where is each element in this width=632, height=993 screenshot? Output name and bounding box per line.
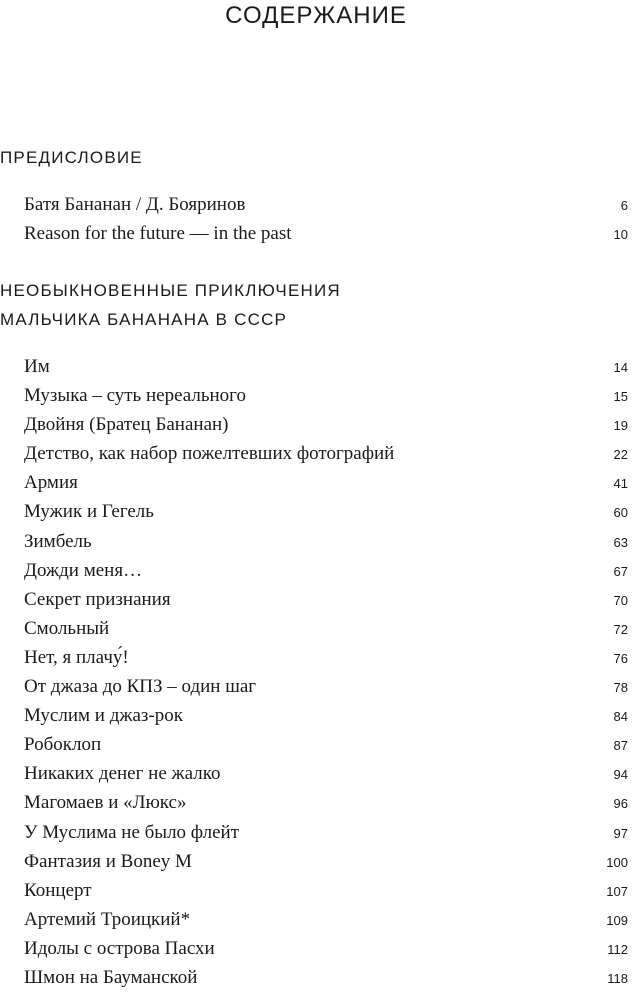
toc-entry-page: 78 <box>613 680 628 696</box>
toc-entry-title: Секрет признания <box>24 588 171 610</box>
toc-entry-page: 112 <box>607 941 628 957</box>
toc-entry-page: 63 <box>613 534 628 550</box>
toc-entry-title: Армия <box>24 472 78 494</box>
toc-entry-page: 70 <box>613 592 628 608</box>
toc-entry-title: Дожди меня… <box>24 559 143 581</box>
toc-entry[interactable] <box>24 190 628 219</box>
toc-list-adventures <box>24 352 628 992</box>
page-title: СОДЕРЖАНИЕ <box>225 2 407 29</box>
toc-entry-title: Муслим и джаз-рок <box>24 705 183 727</box>
toc-entry-page: 19 <box>613 418 628 434</box>
toc-entry[interactable] <box>24 905 628 934</box>
toc-entry-page: 72 <box>613 621 628 637</box>
toc-entry-page: 76 <box>613 650 628 666</box>
toc-entry[interactable] <box>24 219 628 248</box>
section-heading-line: НЕОБЫКНОВЕННЫЕ ПРИКЛЮЧЕНИЯ <box>0 281 341 300</box>
toc-entry-title: Фантазия и Boney M <box>24 850 192 872</box>
toc-entry-title: Двойня (Братец Бананан) <box>24 414 229 436</box>
toc-entry-page: 97 <box>613 825 628 841</box>
toc-entry[interactable] <box>24 468 628 497</box>
toc-entry-title: Батя Бананан / Д. Бояринов <box>24 194 246 215</box>
toc-entry-title: Музыка – суть нереального <box>24 385 246 407</box>
toc-entry-title: Артемий Троицкий* <box>24 908 191 930</box>
toc-entry-title: Им <box>24 356 50 377</box>
section-heading-foreword <box>0 143 143 172</box>
toc-entry[interactable] <box>24 788 628 817</box>
toc-entry[interactable] <box>24 410 628 439</box>
toc-entry-page: 109 <box>606 912 628 928</box>
toc-entry-title: Шмон на Бауманской <box>24 966 198 988</box>
toc-entry-title: Идолы с острова Пасхи <box>24 937 215 959</box>
toc-entry[interactable] <box>24 759 628 788</box>
section-heading-line: МАЛЬЧИКА БАНАНАНА В СССР <box>0 310 288 329</box>
toc-entry-title: Концерт <box>24 879 92 901</box>
toc-entry-page: 41 <box>613 476 628 492</box>
toc-entry[interactable] <box>24 381 628 410</box>
toc-entry[interactable] <box>24 439 628 468</box>
toc-entry-title: Мужик и Гегель <box>24 501 154 523</box>
toc-entry-title: Зимбель <box>24 530 92 552</box>
toc-entry-page: 15 <box>613 389 628 405</box>
toc-entry-page: 22 <box>613 447 628 463</box>
toc-entry-page: 60 <box>613 505 628 521</box>
toc-entry[interactable] <box>24 585 628 614</box>
toc-list-foreword <box>24 190 628 248</box>
toc-entry-title: Нет, я плачу́! <box>24 646 129 668</box>
toc-entry[interactable] <box>24 818 628 847</box>
toc-entry-title: Робоклоп <box>24 734 102 756</box>
toc-entry[interactable] <box>24 614 628 643</box>
toc-entry[interactable] <box>24 847 628 876</box>
toc-entry-title: Детство, как набор пожелтевших фотографий <box>24 443 395 465</box>
toc-entry-page: 87 <box>613 738 628 754</box>
toc-entry-title: Смольный <box>24 617 110 639</box>
toc-entry-page: 94 <box>613 767 628 783</box>
toc-entry[interactable] <box>24 556 628 585</box>
toc-entry-page: 96 <box>613 796 628 812</box>
toc-entry-page: 67 <box>613 563 628 579</box>
toc-entry-page: 107 <box>606 883 628 899</box>
toc-entry-page: 6 <box>620 198 628 213</box>
section-heading-adventures <box>0 276 341 334</box>
toc-entry-title: Магомаев и «Люкс» <box>24 792 187 814</box>
toc-entry-title: От джаза до КПЗ – один шаг <box>24 676 257 698</box>
toc-entry[interactable] <box>24 876 628 905</box>
toc-entry-page: 118 <box>607 970 628 986</box>
toc-entry-title: У Муслима не было флейт <box>24 821 240 843</box>
toc-entry[interactable] <box>24 963 628 992</box>
toc-entry-title: Reason for the future — in the past <box>24 223 292 245</box>
toc-entry-page: 10 <box>613 227 628 243</box>
toc-entry[interactable] <box>24 730 628 759</box>
toc-entry[interactable] <box>24 497 628 526</box>
toc-entry[interactable] <box>24 672 628 701</box>
section-heading-line: ПРЕДИСЛОВИЕ <box>0 148 143 167</box>
toc-entry-title: Никаких денег не жалко <box>24 763 221 785</box>
toc-entry[interactable] <box>24 701 628 730</box>
toc-entry-page: 84 <box>613 709 628 725</box>
toc-entry-page: 100 <box>606 854 628 870</box>
toc-entry[interactable] <box>24 352 628 381</box>
toc-entry[interactable] <box>24 527 628 556</box>
toc-entry[interactable] <box>24 643 628 672</box>
toc-entry[interactable] <box>24 934 628 963</box>
toc-entry-page: 14 <box>613 360 628 375</box>
